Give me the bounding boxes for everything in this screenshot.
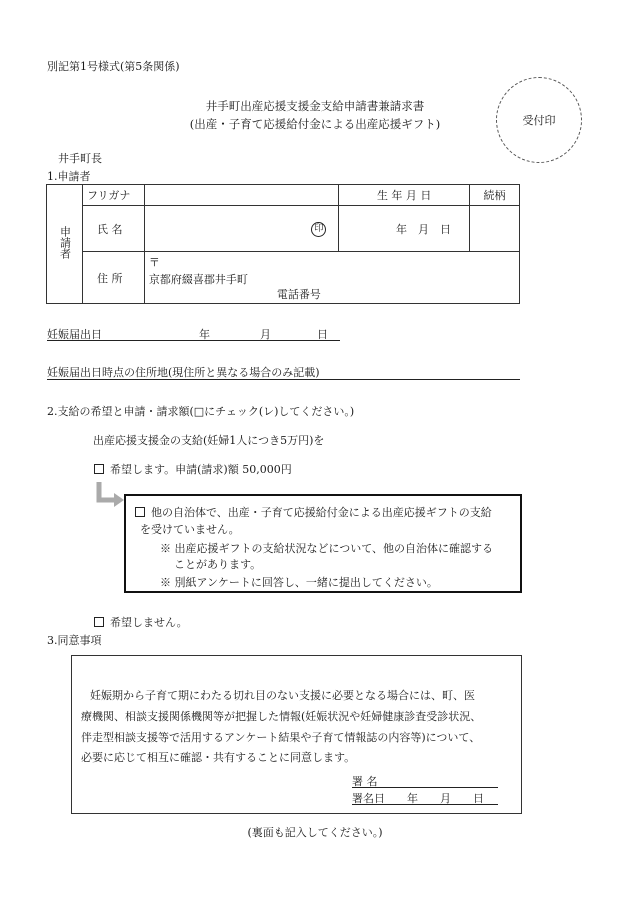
furigana-input[interactable] — [144, 185, 338, 206]
sub-condition-box — [124, 494, 522, 593]
consent-box — [71, 655, 522, 814]
sub-line2: を受けていません。 — [140, 523, 240, 536]
section2-heading: 2.支給の希望と申請・請求額(□にチェック(レ)してください。) — [47, 405, 355, 418]
filing-date-label: 妊娠届出日 — [47, 328, 102, 341]
section2-intro: 出産応援支援金の支給(妊婦1人につき5万円)を — [93, 434, 325, 447]
furigana-label: フリガナ — [82, 185, 144, 206]
applicant-table — [46, 184, 520, 304]
consent-line1: 妊娠期から子育て期にわたる切れ目のない支援に必要となる場合には、町、医 — [90, 689, 475, 702]
address-at-filing-field[interactable] — [47, 364, 520, 380]
relation-input[interactable] — [470, 206, 520, 252]
note1-line1: ※ 出産応援ギフトの支給状況などについて、他の自治体に確認する — [160, 542, 494, 555]
name-input[interactable] — [144, 206, 338, 252]
sub-line1: 他の自治体で、出産・子育て応援給付金による出産応援ギフトの支給 — [151, 506, 492, 519]
sub-option[interactable] — [135, 504, 492, 520]
seal-mark: 印 — [311, 222, 326, 237]
checkbox-no[interactable] — [94, 617, 104, 627]
reception-stamp-area — [496, 77, 582, 163]
consent-line4: 必要に応じて相互に確認・共有することに同意します。 — [81, 751, 356, 764]
filing-date-field[interactable] — [47, 326, 340, 341]
filing-day: 日 — [317, 328, 328, 341]
signature-label: 署 名 — [352, 775, 378, 788]
option-yes-label: 希望します。申請(請求)額 50,000円 — [110, 463, 292, 476]
signature-field[interactable] — [352, 773, 498, 788]
footer-note: (裏面も記入してください。) — [247, 826, 383, 839]
note2: ※ 別紙アンケートに回答し、一緒に提出してください。 — [160, 576, 438, 589]
address-label: 住 所 — [82, 252, 144, 304]
addressee: 井手町長 — [58, 152, 102, 165]
address-value: 京都府綴喜郡井手町 — [148, 273, 248, 286]
option-no[interactable] — [94, 614, 188, 630]
dob-input[interactable]: 年 月 日 — [339, 206, 470, 252]
dob-label: 生 年 月 日 — [339, 185, 470, 206]
address-input[interactable] — [144, 252, 519, 304]
relation-label: 続柄 — [470, 185, 520, 206]
arrow-icon — [96, 480, 126, 516]
signature-date-label: 署名日 年 月 日 — [352, 792, 484, 805]
consent-line3: 伴走型相談支援等で活用するアンケート結果や子育て情報誌の内容等)について、 — [81, 731, 481, 744]
stamp-label: 受付印 — [522, 114, 556, 127]
applicant-side-label: 申請者 — [47, 185, 83, 304]
note1-line2: ことがあります。 — [174, 558, 262, 571]
checkbox-sub[interactable] — [135, 507, 145, 517]
checkbox-yes[interactable] — [94, 464, 104, 474]
section1-heading: 1.申請者 — [47, 170, 91, 183]
section3-heading: 3.同意事項 — [47, 634, 102, 647]
filing-month: 月 — [260, 328, 271, 341]
phone-label: 電話番号 — [276, 288, 321, 301]
form-subtitle: (出産・子育て応援給付金による出産応援ギフト) — [189, 117, 441, 131]
signature-date-field[interactable] — [352, 790, 498, 805]
option-no-label: 希望しません。 — [110, 616, 188, 629]
consent-line2: 療機関、相談支援関係機関等が把握した情報(妊娠状況や妊婦健康診査受診状況、 — [81, 710, 482, 723]
name-label: 氏 名 — [82, 206, 144, 252]
form-id: 別記第1号様式(第5条関係) — [47, 60, 180, 73]
postal-mark: 〒 — [148, 256, 160, 269]
filing-year: 年 — [199, 328, 210, 341]
address-at-filing-label: 妊娠届出日時点の住所地(現住所と異なる場合のみ記載) — [47, 366, 320, 379]
option-yes[interactable] — [94, 461, 292, 477]
form-title: 井手町出産応援支援金支給申請書兼請求書 — [205, 99, 425, 113]
